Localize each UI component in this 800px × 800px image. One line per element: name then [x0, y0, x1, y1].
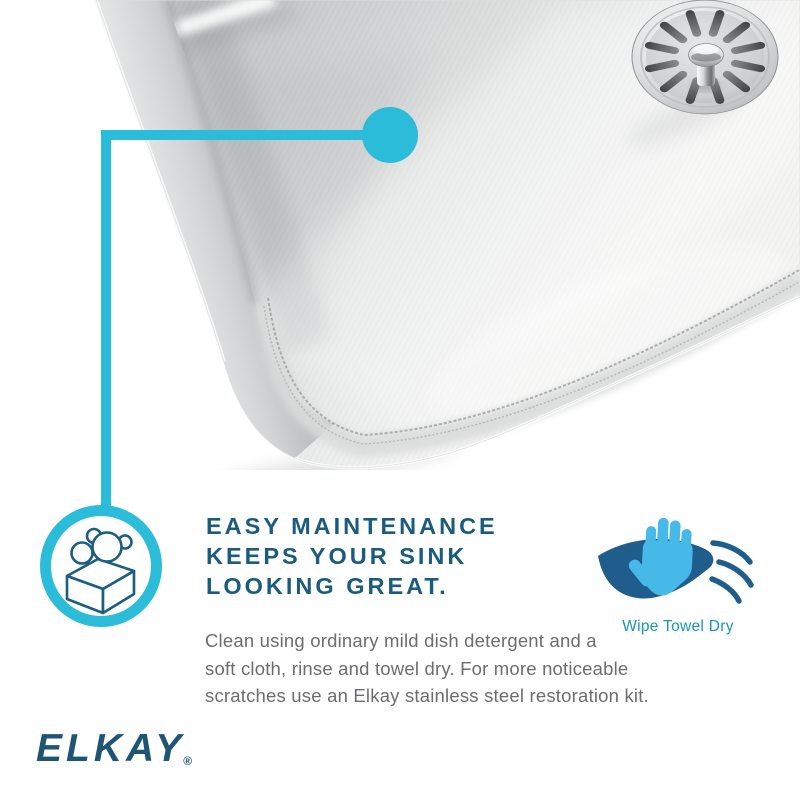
headline-line-3: LOOKING GREAT. — [206, 573, 449, 599]
body-line-2: soft cloth, rinse and towel dry. For more noticeable — [205, 657, 629, 679]
body-copy — [205, 627, 649, 710]
elkay-logo — [36, 727, 192, 771]
callout-line-horizontal — [101, 130, 391, 140]
wipe-towel-icon — [593, 512, 771, 616]
headline-line-2: KEEPS YOUR SINK — [206, 543, 468, 569]
headline — [206, 511, 498, 601]
body-line-1: Clean using ordinary mild dish detergent and a — [205, 630, 597, 651]
soap-icon-badge — [40, 505, 162, 627]
headline-line-1: EASY MAINTENANCE — [206, 513, 498, 539]
body-line-3: scratches use an Elkay stainless steel restoration kit. — [205, 685, 649, 706]
registered-mark-icon: ® — [183, 754, 193, 768]
elkay-logo-text: ELKAY — [36, 727, 186, 770]
wipe-towel-label: Wipe Towel Dry — [622, 618, 734, 635]
motion-lines-icon — [712, 543, 751, 601]
soap-suds-icon — [51, 516, 151, 616]
callout-dot — [362, 107, 418, 163]
callout-line-vertical — [101, 130, 111, 508]
